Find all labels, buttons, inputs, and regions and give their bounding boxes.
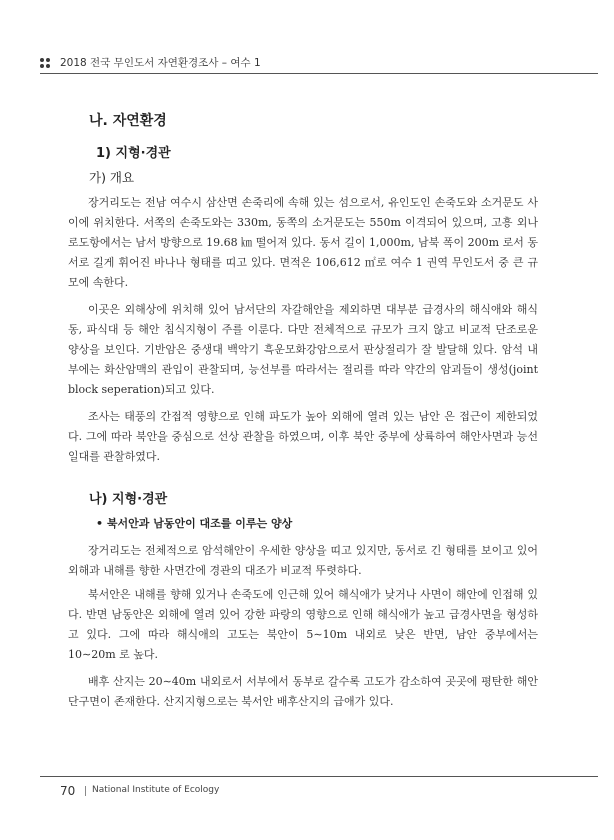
header-dots-icon	[40, 58, 54, 68]
footer-institute: National Institute of Ecology	[92, 785, 220, 795]
subsubsection-title-overview: 가) 개요	[89, 170, 135, 185]
section-title: 나. 자연환경	[89, 113, 167, 129]
header-title: 2018 전국 무인도서 자연환경조사 – 여수 1	[60, 57, 261, 69]
running-header	[40, 52, 598, 74]
paragraph: 장거리도는 전남 여수시 삼산면 손죽리에 속해 있는 섬으로서, 유인도인 손죽도와 소거문도 사이에 위치한다. 서쪽의 손죽도와는 330m, 동쪽의 소거문도는 550m 이격되어 있으며, 고흥 외나로도항에서는 남서 방향으로 19.68 ㎞ 떨어져 있다. 동서 길이 1,000m, 남북 폭이 200m 로서 동서로 길게 휘어진 바나나 형태를 띠고 있다. 면적은 106,612 ㎡로 여수 1 권역 무인도서 중 큰 규모에 속한다.	[68, 196, 538, 289]
bullet-heading: • 북서안과 남동안이 대조를 이루는 양상	[96, 517, 293, 530]
page-number: 70	[60, 784, 76, 798]
paragraph: 배후 산지는 20∼40m 내외로서 서부에서 동부로 갈수록 고도가 감소하여 곳곳에 평탄한 해안단구면이 존재한다. 산지지형으로는 북서안 배후산지의 급애가 있다.	[68, 675, 538, 708]
header-divider	[40, 73, 598, 74]
paragraph: 장거리도는 전체적으로 암석해안이 우세한 양상을 띠고 있지만, 동서로 긴 형태를 보이고 있어 외해과 내해를 향한 사면간에 경관의 대조가 비교적 뚜렷하다.	[68, 544, 538, 577]
paragraph: 조사는 태풍의 간접적 영향으로 인해 파도가 높아 외해에 열려 있는 남안 은 접근이 제한되었다. 그에 따라 북안을 중심으로 선상 관찰을 하였으며, 이후 북안 중부에 상륙하여 해안사면과 능선 일대를 관찰하였다.	[68, 410, 538, 463]
page-footer	[40, 776, 598, 806]
footer-divider	[40, 776, 598, 777]
paragraph: 북서안은 내해를 향해 있거나 손죽도에 인근해 있어 해식애가 낮거나 사면이 해안에 인접해 있다. 반면 남동안은 외해에 열려 있어 강한 파랑의 영향으로 인해 해식애가 높고 급경사면을 형성하고 있다. 그에 따라 해식애의 고도는 북안이 5∼10m 내외로 낮은 반면, 남안 중부에서는 10∼20m 로 높다.	[68, 588, 538, 661]
subsubsection-title-landform: 나) 지형·경관	[89, 492, 168, 507]
subsection-title: 1) 지형·경관	[96, 146, 171, 161]
footer-separator	[85, 786, 86, 796]
paragraph: 이곳은 외해상에 위치해 있어 남서단의 자갈해안을 제외하면 대부분 급경사의 해식애와 해식동, 파식대 등 해안 침식지형이 주를 이룬다. 다만 전체적으로 규모가 크지 않고 비교적 단조로운 양상을 보인다. 기반암은 중생대 백악기 흑운모화강암으로서 판상절리가 잘 발달해 있다. 암석 내부에는 화산암맥의 관입이 관찰되며, 능선부를 따라서는 절리를 따라 약간의 암괴들이 생성(joint block seperation)되고 있다.	[68, 303, 538, 396]
